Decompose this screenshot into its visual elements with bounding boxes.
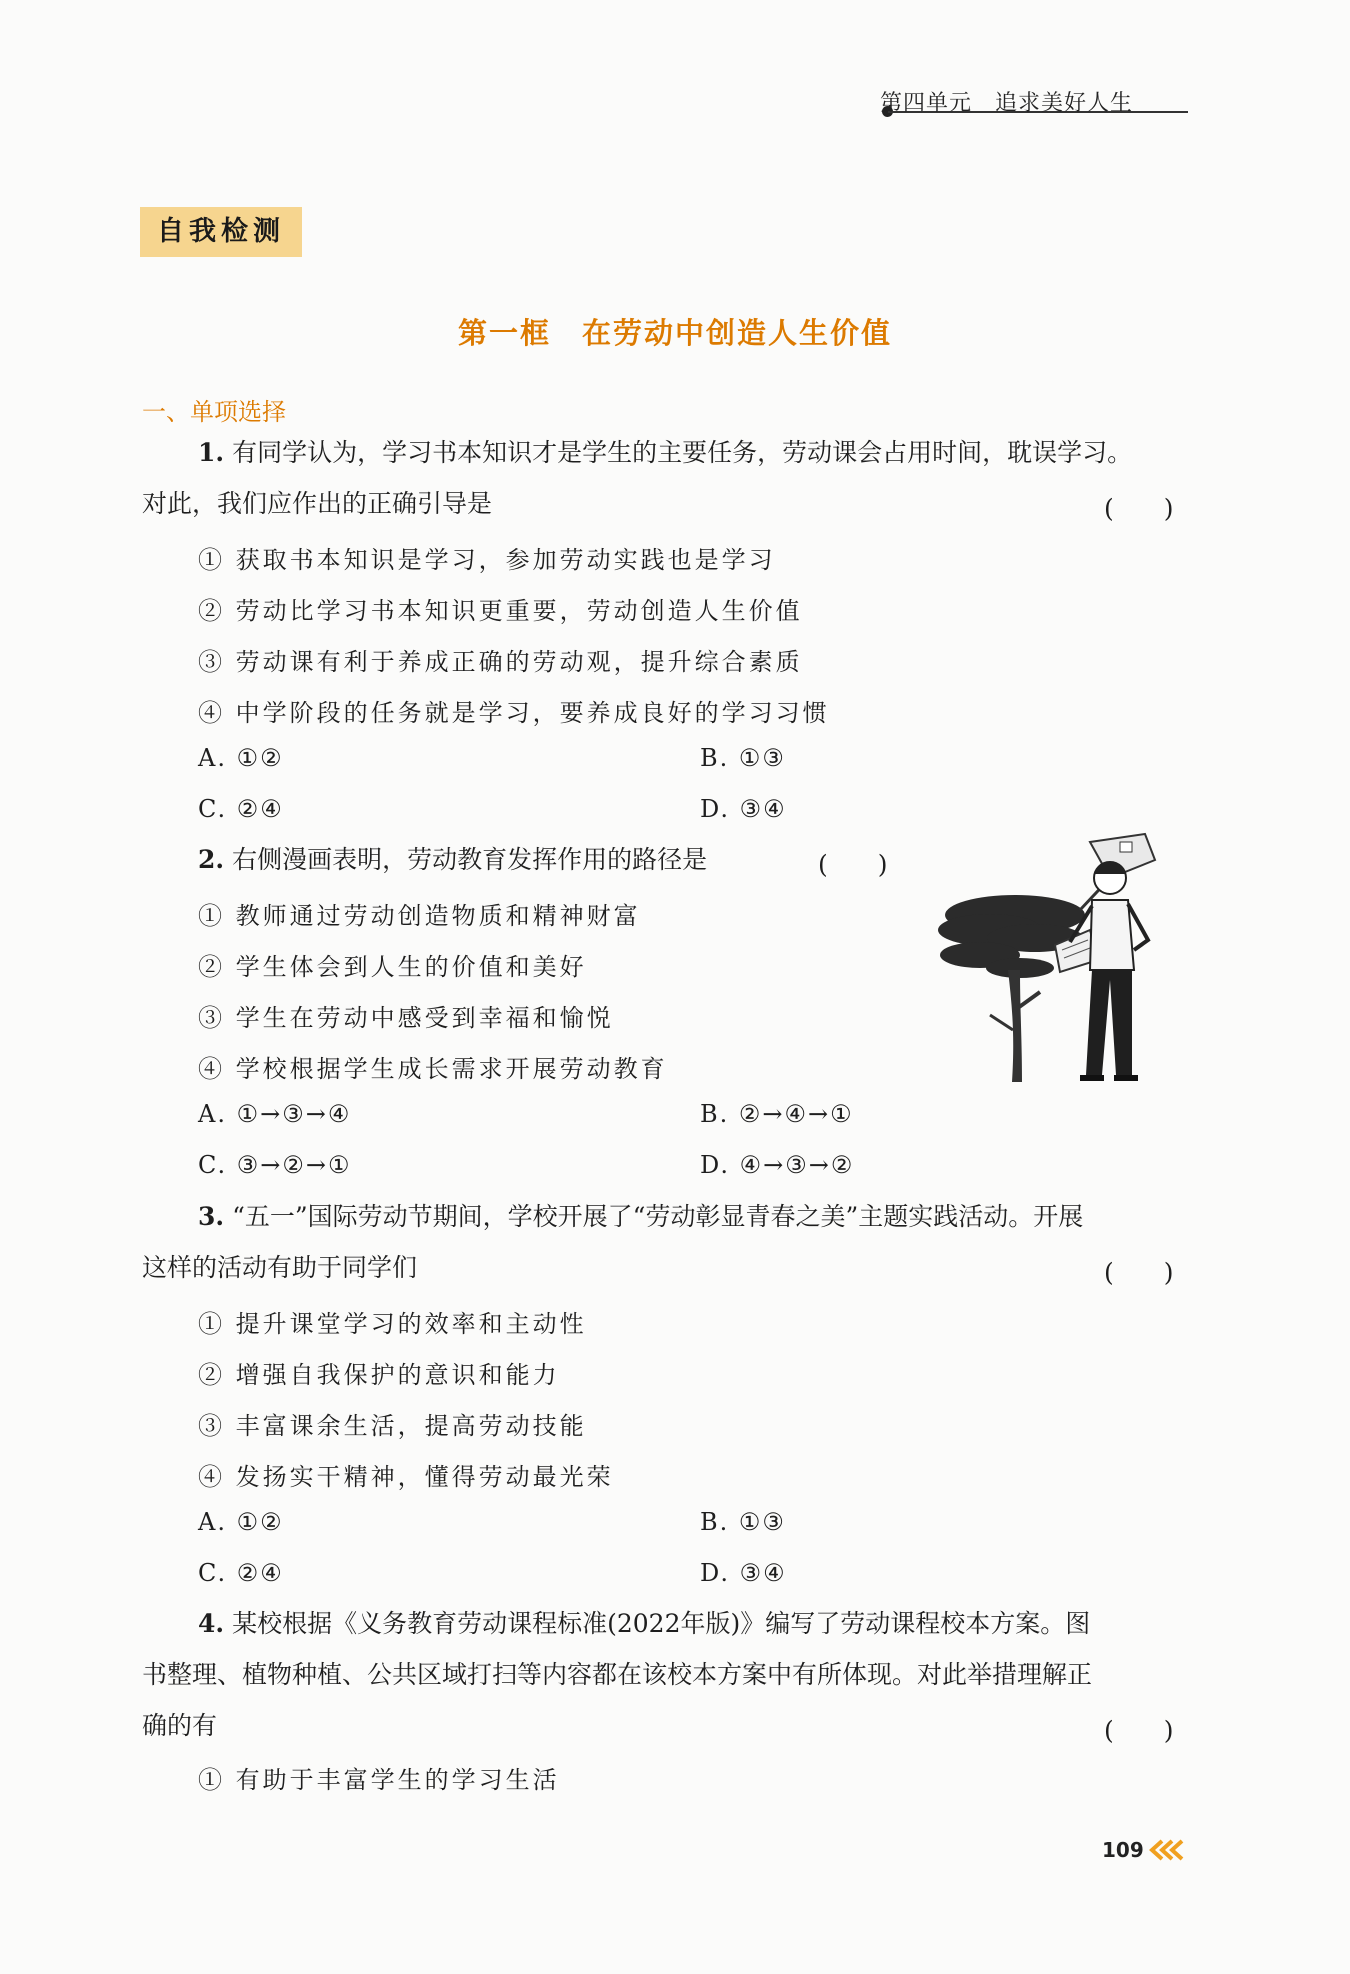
unit-header: 第四单元 追求美好人生 — [880, 91, 1134, 116]
question-4-stem-line2: 书整理、植物种植、公共区域打扫等内容都在该校本方案中有所体现。对此举措理解正 — [142, 1660, 1093, 1689]
question-text: 某校根据《义务教育劳动课程标准(2022年版)》编写了劳动课程校本方案。图 — [232, 1609, 1091, 1638]
question-4-stem-line3: 确的有 — [142, 1711, 218, 1740]
question-text: “五一”国际劳动节期间，学校开展了“劳动彰显青春之美”主题实践活动。开展 — [232, 1202, 1084, 1231]
choice-d[interactable]: D. ③④ — [700, 795, 787, 823]
question-text: 有同学认为，学习书本知识才是学生的主要任务，劳动课会占用时间，耽误学习。 — [232, 438, 1133, 467]
choice-a[interactable]: A. ①→③→④ — [198, 1100, 352, 1128]
statement-item: ① 教师通过劳动创造物质和精神财富 — [198, 902, 641, 930]
double-chevron-left-icon — [1148, 1838, 1188, 1862]
statement-item: ④ 发扬实干精神，懂得劳动最光荣 — [198, 1463, 614, 1491]
section-heading: 一、单项选择 — [142, 398, 286, 426]
answer-blank[interactable]: ( ) — [1104, 494, 1174, 523]
lesson-title: 第一框 在劳动中创造人生价值 — [457, 316, 892, 350]
answer-blank[interactable]: ( ) — [1104, 1716, 1174, 1745]
statement-item: ③ 劳动课有利于养成正确的劳动观，提升综合素质 — [198, 648, 803, 676]
choice-c[interactable]: C. ②④ — [198, 795, 284, 823]
answer-blank[interactable]: ( ) — [1104, 1258, 1174, 1287]
choice-d[interactable]: D. ③④ — [700, 1559, 787, 1587]
tree-trunk — [1008, 970, 1022, 1082]
question-text: 右侧漫画表明，劳动教育发挥作用的路径是 — [232, 845, 708, 874]
statement-item: ③ 学生在劳动中感受到幸福和愉悦 — [198, 1004, 614, 1032]
statement-item: ④ 中学阶段的任务就是学习，要养成良好的学习习惯 — [198, 699, 830, 727]
question-3-stem-line1 — [198, 1200, 1083, 1234]
choice-b[interactable]: B. ①③ — [700, 1508, 786, 1536]
choice-a[interactable]: A. ①② — [198, 744, 284, 772]
choice-d[interactable]: D. ④→③→② — [700, 1151, 855, 1179]
question-2-stem-line1 — [198, 843, 707, 877]
question-4-stem-line1 — [198, 1607, 1090, 1641]
self-test-badge: 自我检测 — [140, 207, 302, 257]
choice-a[interactable]: A. ①② — [198, 1508, 284, 1536]
choice-c[interactable]: C. ③→②→① — [198, 1151, 352, 1179]
statement-item: ② 增强自我保护的意识和能力 — [198, 1361, 560, 1389]
statement-item: ② 劳动比学习书本知识更重要，劳动创造人生价值 — [198, 597, 803, 625]
boy-figure — [1070, 862, 1148, 1078]
choice-c[interactable]: C. ②④ — [198, 1559, 284, 1587]
statement-item: ③ 丰富课余生活，提高劳动技能 — [198, 1412, 587, 1440]
question-number: 2. — [198, 845, 225, 874]
statement-item: ② 学生体会到人生的价值和美好 — [198, 953, 587, 981]
answer-blank[interactable]: ( ) — [818, 850, 888, 879]
page-number: 109 — [1102, 1838, 1144, 1862]
question-3-stem-line2: 这样的活动有助于同学们 — [142, 1253, 418, 1282]
statement-item: ① 提升课堂学习的效率和主动性 — [198, 1310, 587, 1338]
cartoon-illustration — [920, 820, 1180, 1095]
question-1-stem-line2: 对此，我们应作出的正确引导是 — [142, 489, 493, 518]
question-number: 4. — [198, 1609, 225, 1638]
statement-item: ① 有助于丰富学生的学习生活 — [198, 1766, 560, 1794]
question-number: 3. — [198, 1202, 225, 1231]
question-number: 1. — [198, 438, 225, 467]
choice-b[interactable]: B. ①③ — [700, 744, 786, 772]
statement-item: ④ 学校根据学生成长需求开展劳动教育 — [198, 1055, 668, 1083]
statement-item: ① 获取书本知识是学习，参加劳动实践也是学习 — [198, 546, 776, 574]
choice-b[interactable]: B. ②→④→① — [700, 1100, 854, 1128]
question-1-stem-line1 — [198, 436, 1132, 470]
